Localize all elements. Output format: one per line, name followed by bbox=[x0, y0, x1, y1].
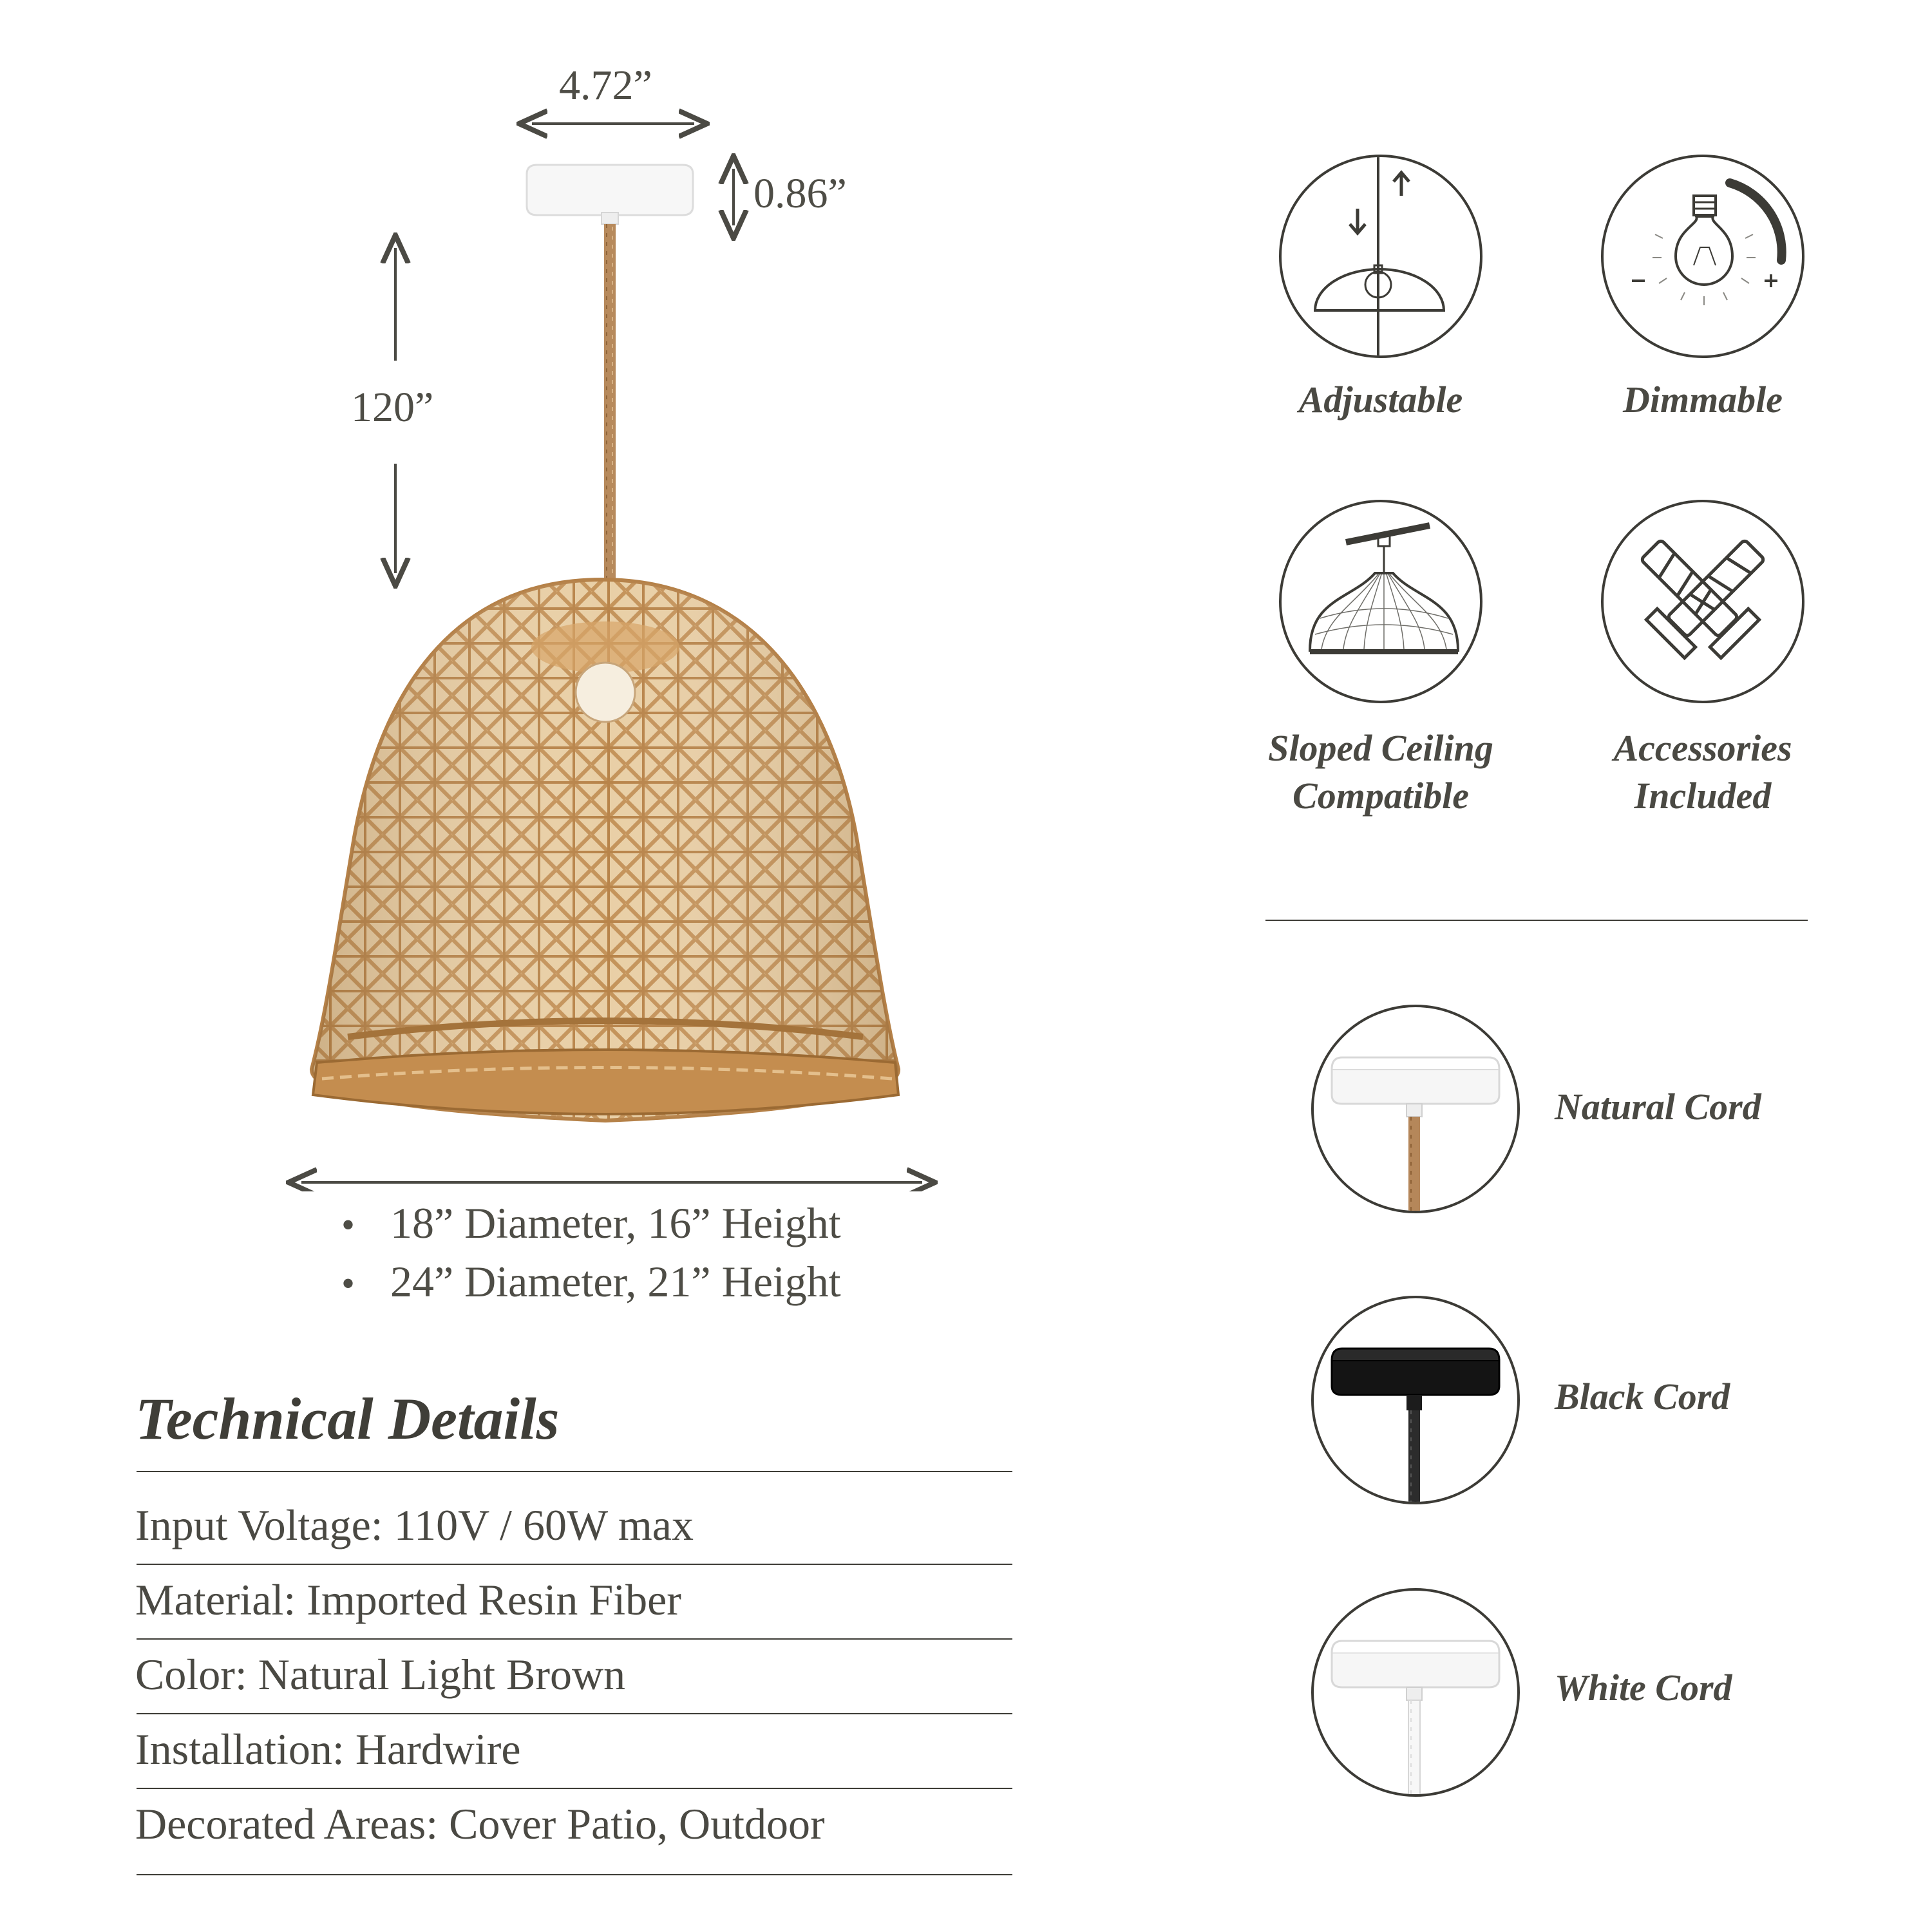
cord-label-natural: Natural Cord bbox=[1555, 1086, 1761, 1128]
divider bbox=[1265, 920, 1808, 921]
feature-label-sloped bbox=[1252, 724, 1510, 820]
cord-length-label: 120” bbox=[351, 384, 434, 431]
natural-cord-swatch bbox=[1311, 1005, 1520, 1213]
divider bbox=[137, 1471, 1012, 1472]
tech-row-material: Material: Imported Resin Fiber bbox=[135, 1575, 681, 1624]
white-cord-swatch bbox=[1311, 1588, 1520, 1797]
braided-rim bbox=[313, 1050, 898, 1114]
tech-row-voltage: Input Voltage: 110V / 60W max bbox=[135, 1501, 694, 1549]
adjustable-height-icon bbox=[1279, 155, 1482, 358]
accessories-label-text: Accessories Included bbox=[1613, 727, 1792, 817]
canopy bbox=[527, 165, 693, 215]
feature-label-dimmable: Dimmable bbox=[1622, 379, 1783, 421]
size-option: • 24” Diameter, 21” Height bbox=[341, 1257, 841, 1306]
dimmable-bulb-icon bbox=[1601, 155, 1804, 358]
size-options bbox=[341, 1195, 841, 1312]
canopy-width-label: 4.72” bbox=[559, 62, 652, 109]
divider bbox=[137, 1788, 1012, 1789]
divider bbox=[137, 1713, 1012, 1714]
bulb bbox=[576, 663, 635, 722]
feature-label-adjustable: Adjustable bbox=[1298, 379, 1463, 421]
divider bbox=[137, 1874, 1012, 1875]
canopy-height-label: 0.86” bbox=[753, 170, 847, 217]
tech-row-installation: Installation: Hardwire bbox=[135, 1725, 521, 1774]
technical-details-title: Technical Details bbox=[135, 1386, 560, 1452]
size-option: • 18” Diameter, 16” Height bbox=[341, 1198, 841, 1247]
rope-cord bbox=[604, 224, 616, 585]
black-cord-swatch bbox=[1311, 1296, 1520, 1504]
sloped-ceiling-icon bbox=[1279, 500, 1482, 703]
product-illustration bbox=[0, 0, 1095, 1191]
divider bbox=[137, 1564, 1012, 1565]
tech-row-color: Color: Natural Light Brown bbox=[135, 1650, 626, 1699]
cord-label-white: White Cord bbox=[1555, 1667, 1732, 1709]
tech-row-areas: Decorated Areas: Cover Patio, Outdoor bbox=[135, 1799, 825, 1848]
accessories-screws-icon bbox=[1601, 500, 1804, 703]
feature-label-accessories bbox=[1574, 724, 1832, 820]
divider bbox=[137, 1638, 1012, 1640]
cord-label-black: Black Cord bbox=[1555, 1376, 1730, 1417]
sloped-label-text: Sloped Ceiling Compatible bbox=[1268, 727, 1493, 817]
